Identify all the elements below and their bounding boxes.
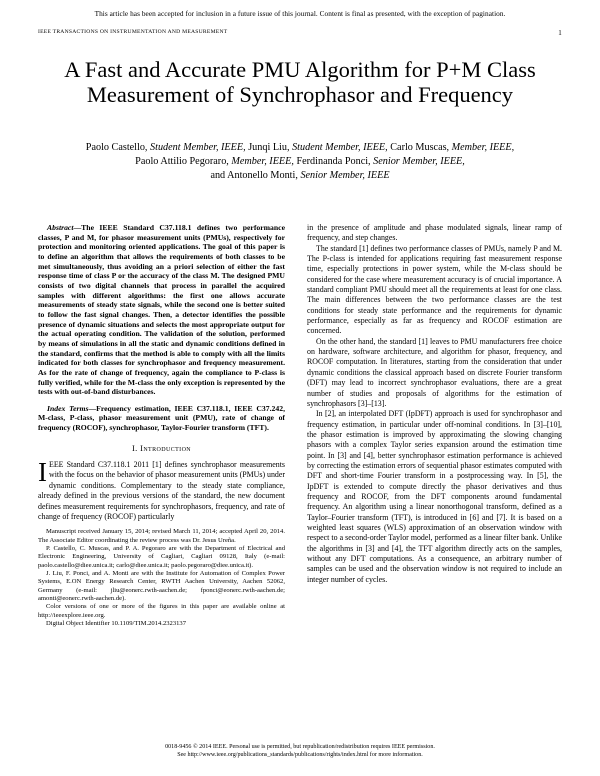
author-role: Member, IEEE, — [231, 156, 294, 167]
right-column — [307, 223, 562, 585]
section-title: Introduction — [140, 443, 192, 453]
author-role: Student Member, IEEE, — [292, 142, 388, 153]
footnotes — [38, 528, 285, 628]
running-head — [38, 29, 562, 35]
copyright-footer — [0, 743, 600, 759]
body-paragraph: in the presence of amplitude and phase modulated signals, linear ramp of frequency, and step changes. — [307, 223, 562, 243]
author-name: Junqi Liu, — [248, 142, 290, 153]
paper-title: A Fast and Accurate PMU Algorithm for P+M Class Measurement of Synchrophasor and Frequency — [64, 57, 536, 107]
left-column — [38, 223, 285, 628]
abstract-text: —The IEEE Standard C37.118.1 defines two performance classes, P and M, for phasor measurement units (PMUs), respectively for protection and monitoring oriented applications. The goal of this paper is to define an algorithm that allows the requirements of both classes to be met simultaneously, thus avoiding an a priori selection of either the fast response time of class P or the accuracy of the class M. The designed PMU consists of two digital channels that process in parallel the acquired samples with different algorithms: the first one allows accurate measurements of steady state signals, while the second one is better suited to follow the fast signal changes. Then, a detector identifies the possible presence of dynamic situations and selects the most appropriate output for the actual operating condition. The validation of the solution, performed by means of simulations in all the static and dynamic conditions defined in the standard, confirms that the method is able to comply with all the limits indicated for both classes for synchrophasor and frequency measurement. As for the rate of change of frequency, again the compliance to P-class is fully verified, while for the M-class the only exception is represented by the tests with out-of-band disturbances. — [38, 223, 285, 397]
footnote: Digital Object Identifier 10.1109/TIM.2014.2323137 — [46, 619, 187, 627]
footnote: J. Liu, F. Ponci, and A. Monti are with the Institute for Automation of Complex Power Systems, E.ON Energy Research Center, RWTH Aachen University, Aachen 52062, Germany (e-mail: jliu@eonerc.rwth-aachen.de; fponci@eonerc.rwth-aachen.de; amonti@eonerc.rwth-aachen.de). — [38, 569, 285, 602]
abstract-label: Abstract — [47, 223, 74, 232]
footnote: P. Castello, C. Muscas, and P. A. Pegoraro are with the Department of Electrical and Electronic Engineering, University of Cagliari, Cagliari 09128, Italy (e-mail: paolo.castello@diee.unica.it; carlo@diee.unica.it; paolo.pegoraro@diee.unica.it). — [38, 544, 285, 569]
footnote: Manuscript received January 15, 2014; revised March 11, 2014; accepted April 20, 2014. The Associate Editor coordinating the review process was Dr. Jesus Ureña. — [38, 528, 285, 544]
author-role: Student Member, IEEE, — [150, 142, 246, 153]
index-terms-label: Index Terms — [47, 403, 89, 413]
journal-name: IEEE TRANSACTIONS ON INSTRUMENTATION AND MEASUREMENT — [38, 29, 228, 35]
author-role: Senior Member, IEEE, — [373, 156, 465, 167]
intro-text: EEE Standard C37.118.1 2011 [1] defines synchrophasor measurements with the focus on the behavior of phasor measurement units (PMUs) under dynamic conditions. Complementary to the steady state compliance, already defined in the previous versions of the standard, the new document defines measurement requirements for synchrophasors, frequency, and rate of change of frequency (ROCOF) particularly — [38, 460, 286, 521]
section-number: I. — [131, 443, 138, 453]
author-name: and Antonello Monti, — [210, 170, 298, 181]
page-number: 1 — [558, 29, 562, 37]
author-name: Ferdinanda Ponci, — [296, 156, 371, 167]
body-paragraph: In [2], an interpolated DFT (IpDFT) approach is used for synchrophasor and frequency estimation, in particular under off-nominal conditions. In [3]–[10], the phasor estimation is improved by approximating the slowing changing phasors with a complex Taylor series expansion around the estimation time point. In [3] and [4], better synchrophasor estimation performance is achieved by correcting the estimation errors of sequential phasor estimates computed with DFT and short-time Fourier transform in a postprocessing way. In [5], the IpDFT is extended to compute directly the phasor derivatives and thus frequency and ROCOF, from the DFT components around fundamental frequency. An algorithm using a linear nonorthogonal transform, defined as a Taylor–Fourier transform (TFT), is introduced in [6] and [7]. It is based on a weighted least squares (WLS) approximation of an observation window with respect to a second-order Taylor model, performed as a linear filter bank. Unlike the algorithms in [3] and [4], the TFT algorithm directly acts on the samples, without any DFT computations. As a consequence, an arbitrary number of samples can be used and the observation window is not required to include an integer number of cycles. — [307, 409, 562, 584]
abstract — [38, 223, 285, 397]
rights-link-line: See http://www.ieee.org/publications_standards/publications/rights/index.html for more information. — [177, 752, 423, 758]
index-terms-text: —Frequency estimation, IEEE C37.118.1, IEEE C37.242, M-class, P-class, phasor measurement unit (PMU), rate of change of frequency (ROCOF), synchrophasor, Taylor-Fourier transform (TFT). — [38, 403, 285, 433]
author-role: Member, IEEE, — [451, 142, 515, 153]
index-terms — [38, 404, 285, 433]
author-name: Carlo Muscas, — [390, 142, 450, 153]
author-name: Paolo Castello, — [85, 142, 148, 153]
author-role: Senior Member, IEEE — [300, 170, 390, 181]
section-heading — [38, 444, 285, 454]
drop-cap: I — [38, 457, 47, 488]
body-paragraph: The standard [1] defines two performance classes of PMUs, namely P and M. The P-class is intended for applications requiring fast measurement response time, especially protections in power system, while the M-class should be considered for the case where measurement accuracy is of crucial importance. A standard compliant PMU should meet all the requirements at least for one class. The main differences between the two performance classes are the test conditions for steady state performance and the requirements for dynamic performance, especially as far as frequency and ROCOF estimation are concerned. — [307, 243, 562, 336]
footnote: Color versions of one or more of the figures in this paper are available online at http://ieeexplore.ieee.org. — [38, 603, 285, 619]
copyright-line: 0018-9456 © 2014 IEEE. Personal use is permitted, but republication/redistribution requires IEEE permission. — [165, 744, 435, 750]
author-list — [40, 141, 560, 183]
author-name: Paolo Attilio Pegoraro, — [135, 156, 229, 167]
intro-paragraph — [38, 457, 286, 522]
acceptance-notice: This article has been accepted for inclusion in a future issue of this journal. Content is final as presented, with the exception of pagination. — [94, 9, 506, 18]
body-paragraph: On the other hand, the standard [1] leaves to PMU manufacturers free choice on hardware, software architecture, and algorithm for phasor, frequency, and ROCOF computation. In literatures, starting from the consideration that under dynamic conditions the classical approach based on discrete Fourier transform (DFT) may lead to incorrect synchrophasor evaluations, there are a great number of studies and proposals of algorithms for the estimation of synchrophasors [3]–[13]. — [307, 336, 562, 408]
